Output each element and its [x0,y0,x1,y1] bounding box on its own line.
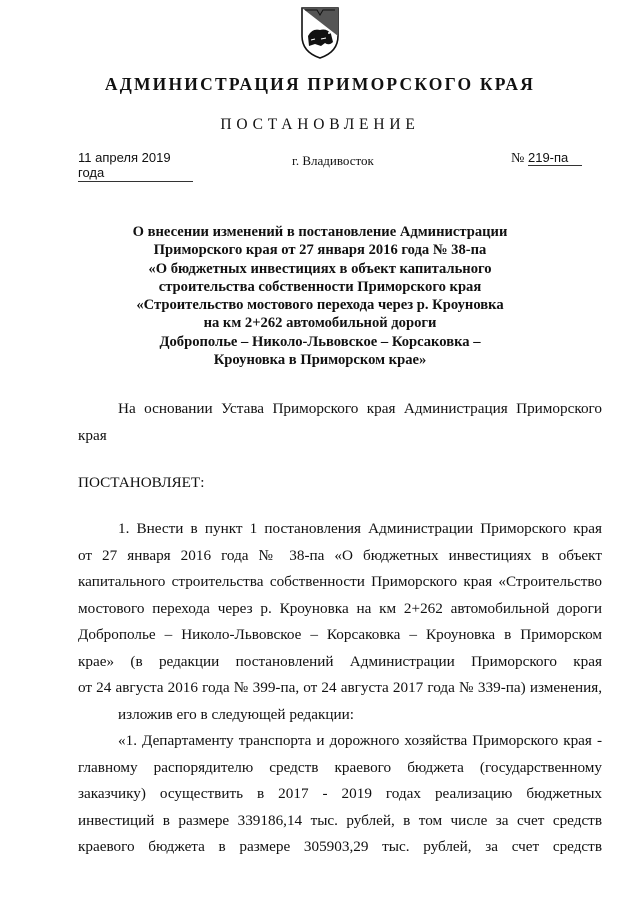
document-type: ПОСТАНОВЛЕНИЕ [220,116,420,133]
text-line: края [78,426,107,444]
basis-paragraph [78,396,602,449]
text-line: 1. Внести в пункт 1 постановления Администрации Приморского края [118,520,602,537]
document-city: г. Владивосток [292,153,374,168]
text-line: заказчику) осуществить в 2017 - 2019 годах реализацию бюджетных [78,785,602,802]
title-line: строительства собственности Приморского края [158,278,482,295]
text-line: главному распорядителю средств краевого бюджета (государственному [78,758,602,776]
text-line: инвестиций в размере 339186,14 тыс. рублей, в том числе за счет средств [78,811,602,829]
title-line: «О бюджетных инвестициях в объект капитального [148,260,492,277]
text-line: Доброполье – Николо-Львовское – Корсаковка – Кроуновка в Приморском [78,626,602,643]
coat-of-arms-icon [299,6,341,60]
quoted-paragraph [78,728,602,861]
title-line: на км 2+262 автомобильной дороги [203,315,437,332]
number-value: 219-па [528,150,582,166]
title-line: Доброполье – Николо-Львовское – Корсаковка – [159,333,481,350]
text-line: капитального строительства собственности Приморского края «Строительство [78,573,602,590]
document-number [511,150,585,167]
title-line: Кроуновка в Приморском крае» [213,352,427,369]
document-title [110,223,530,369]
text-line: мостового перехода через р. Кроуновка на км 2+262 автомобильной дороги [78,599,602,617]
document-date: 11 апреля 2019 года [78,150,193,182]
title-line: О внесении изменений в постановление Администрации [132,224,508,240]
text-line: от 24 августа 2016 года № 399-па, от 24 августа 2017 года № 339-па) изменения, [78,679,602,696]
organization-name: АДМИНИСТРАЦИЯ ПРИМОРСКОГО КРАЯ [104,74,536,94]
title-line: «Строительство мостового перехода через р. Кроуновка [136,297,504,314]
item-1-paragraph [78,516,602,728]
text-line: краевого бюджета в размере 305903,29 тыс. рублей, за счет средств [78,838,602,855]
text-line: «1. Департаменту транспорта и дорожного хозяйства Приморского края - [118,732,602,749]
text-line: На основании Устава Приморского края Администрация Приморского [118,400,602,417]
decree-heading: ПОСТАНОВЛЯЕТ: [78,474,205,491]
text-line: крае» (в редакции постановлений Администрации Приморского края [78,652,602,670]
title-line: Приморского края от 27 января 2016 года № 38-па [153,242,487,259]
text-line: изложив его в следующей редакции: [118,705,354,723]
number-sign: № [511,151,525,166]
text-line: от 27 января 2016 года № 38-па «О бюджетных инвестициях в объект [78,546,602,564]
